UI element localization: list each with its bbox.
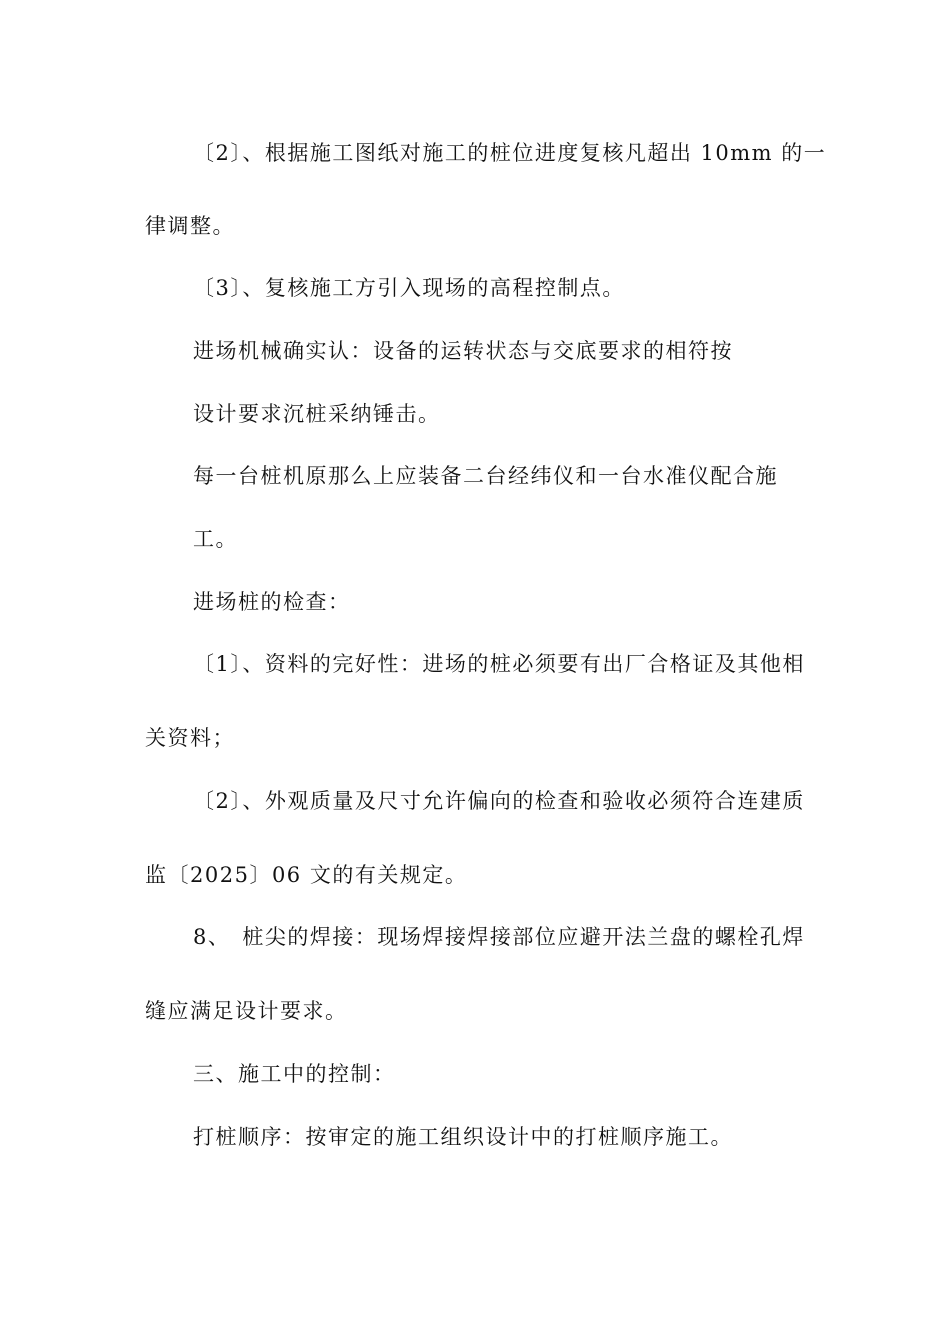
paragraph-line: 打桩顺序：按审定的施工组织设计中的打桩顺序施工。 <box>193 1125 733 1149</box>
paragraph-line: 律调整。 <box>145 214 235 238</box>
section-heading: 三、施工中的控制： <box>193 1062 396 1086</box>
paragraph-line: 8、 桩尖的焊接：现场焊接焊接部位应避开法兰盘的螺栓孔焊 <box>193 925 805 949</box>
paragraph-line: 进场机械确实认：设备的运转状态与交底要求的相符按 <box>193 339 733 363</box>
paragraph-line: 〔2〕、外观质量及尺寸允许偏向的检查和验收必须符合连建质 <box>193 789 805 813</box>
paragraph-line: 〔2〕、根据施工图纸对施工的桩位进度复核凡超出 10mm 的一 <box>193 141 827 165</box>
paragraph-line: 关资料； <box>145 726 235 750</box>
paragraph-line: 〔3〕、复核施工方引入现场的高程控制点。 <box>193 276 625 300</box>
paragraph-line: 〔1〕、资料的完好性：进场的桩必须要有出厂合格证及其他相 <box>193 652 805 676</box>
paragraph-line: 缝应满足设计要求。 <box>145 999 348 1023</box>
paragraph-line: 工。 <box>193 527 238 551</box>
paragraph-line: 进场桩的检查： <box>193 590 351 614</box>
paragraph-line: 监〔2025〕06 文的有关规定。 <box>145 863 468 887</box>
paragraph-line: 设计要求沉桩采纳锤击。 <box>193 402 441 426</box>
paragraph-line: 每一台桩机原那么上应装备二台经纬仪和一台水准仪配合施 <box>193 464 778 488</box>
